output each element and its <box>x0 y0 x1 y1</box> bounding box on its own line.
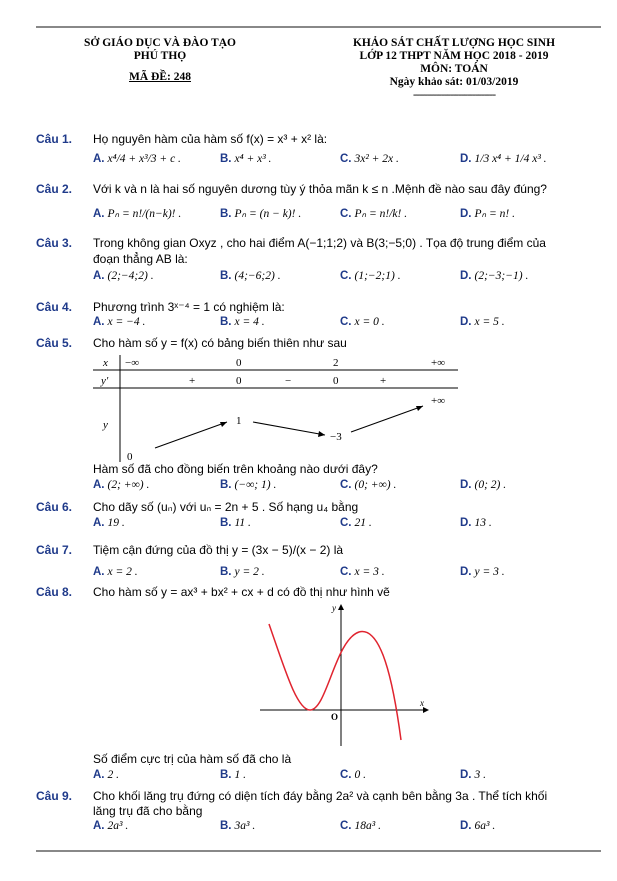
table-x-label: x <box>103 357 108 369</box>
table-y-0: 0 <box>127 451 133 462</box>
question-3-option-d[interactable]: D. (2;−3;−1) . <box>460 270 529 282</box>
table-yp-label: y′ <box>101 375 109 387</box>
department-name: SỞ GIÁO DỤC VÀ ĐÀO TẠO <box>84 37 236 49</box>
question-5-option-a[interactable]: A. (2; +∞) . <box>93 479 150 491</box>
question-4-label: Câu 4. <box>36 300 73 314</box>
table-sign-1: + <box>189 375 196 387</box>
question-5-option-b[interactable]: B. (−∞; 1) . <box>220 479 277 491</box>
question-8-text-line2: Số điểm cực trị của hàm số đã cho là <box>93 752 292 766</box>
table-y-1: 1 <box>236 415 242 427</box>
question-1-option-d[interactable]: D. 1/3 x⁴ + 1/4 x³ . <box>460 153 547 165</box>
question-5-text: Cho hàm số y = f(x) có bảng biến thiên như sau <box>93 336 347 350</box>
question-8-option-a[interactable]: A. 2 . <box>93 769 119 781</box>
table-y-pos-inf: +∞ <box>431 395 446 407</box>
exam-title: KHẢO SÁT CHẤT LƯỢNG HỌC SINH <box>352 37 556 49</box>
table-sign-5: + <box>380 375 387 387</box>
table-x-pos-inf: +∞ <box>431 357 446 369</box>
exam-grade: LỚP 12 THPT NĂM HỌC 2018 - 2019 <box>359 50 549 62</box>
question-4-option-c[interactable]: C. x = 0 . <box>340 316 385 328</box>
top-rule <box>36 26 601 28</box>
question-9-option-b[interactable]: B. 3a³ . <box>220 820 256 832</box>
table-sign-2: 0 <box>236 375 242 387</box>
question-9-text-line2: lăng trụ đã cho bằng <box>93 804 203 818</box>
header-left <box>60 37 260 84</box>
question-5-option-d[interactable]: D. (0; 2) . <box>460 479 507 491</box>
exam-code: MÃ ĐỀ: 248 <box>129 71 191 83</box>
question-9-option-a[interactable]: A. 2a³ . <box>93 820 129 832</box>
question-4-option-b[interactable]: B. x = 4 . <box>220 316 265 328</box>
graph-origin-label: O <box>331 712 339 722</box>
question-5-label: Câu 5. <box>36 336 73 350</box>
question-6-label: Câu 6. <box>36 500 73 514</box>
question-4-option-d[interactable]: D. x = 5 . <box>460 316 505 328</box>
question-6-option-c[interactable]: C. 21 . <box>340 517 372 529</box>
question-3-option-a[interactable]: A. (2;−4;2) . <box>93 270 154 282</box>
question-1-option-c[interactable]: C. 3x² + 2x . <box>340 153 399 165</box>
question-9-option-c[interactable]: C. 18a³ . <box>340 820 381 832</box>
question-2-option-a[interactable]: A. Pₙ = n!/(n−k)! . <box>93 208 182 220</box>
header-dash-line: ----------------------------- <box>412 89 496 101</box>
question-8-option-b[interactable]: B. 1 . <box>220 769 246 781</box>
question-3-option-b[interactable]: B. (4;−6;2) . <box>220 270 281 282</box>
question-1-label: Câu 1. <box>36 132 73 146</box>
graph-x-axis-label: x <box>420 698 424 708</box>
question-2-text: Với k và n là hai số nguyên dương tùy ý thỏa mãn k ≤ n .Mệnh đề nào sau đây đúng? <box>93 182 547 196</box>
exam-subject: MÔN: TOÁN <box>420 63 488 75</box>
question-6-option-b[interactable]: B. 11 . <box>220 517 251 529</box>
question-6-option-a[interactable]: A. 19 . <box>93 517 125 529</box>
question-8-text: Cho hàm số y = ax³ + bx² + cx + d có đồ thị như hình vẽ <box>93 585 390 599</box>
question-4-text: Phương trình 3ˣ⁻⁴ = 1 có nghiệm là: <box>93 300 285 314</box>
question-5-text-line2: Hàm số đã cho đồng biến trên khoảng nào dưới đây? <box>93 462 378 476</box>
question-9-option-d[interactable]: D. 6a³ . <box>460 820 496 832</box>
question-3-option-c[interactable]: C. (1;−2;1) . <box>340 270 401 282</box>
question-7-label: Câu 7. <box>36 543 73 557</box>
question-2-option-c[interactable]: C. Pₙ = n!/k! . <box>340 208 408 220</box>
table-x-0: 0 <box>236 357 242 369</box>
question-7-option-b[interactable]: B. y = 2 . <box>220 566 265 578</box>
table-sign-3: − <box>285 375 292 387</box>
graph-y-axis-label: y <box>332 603 336 613</box>
question-1-option-b[interactable]: B. x⁴ + x³ . <box>220 153 272 165</box>
question-7-option-a[interactable]: A. x = 2 . <box>93 566 138 578</box>
cubic-graph <box>255 600 435 750</box>
question-8-label: Câu 8. <box>36 585 73 599</box>
question-2-option-b[interactable]: B. Pₙ = (n − k)! . <box>220 208 302 220</box>
question-8-option-c[interactable]: C. 0 . <box>340 769 366 781</box>
question-7-text: Tiệm cận đứng của đồ thị y = (3x − 5)/(x − 2) là <box>93 543 344 557</box>
cubic-curve <box>269 624 401 740</box>
table-y-label: y <box>103 419 108 431</box>
question-8-option-d[interactable]: D. 3 . <box>460 769 486 781</box>
table-x-2: 2 <box>333 357 339 369</box>
table-x-neg-inf: −∞ <box>125 357 140 369</box>
question-6-option-d[interactable]: D. 13 . <box>460 517 492 529</box>
question-5-option-c[interactable]: C. (0; +∞) . <box>340 479 397 491</box>
question-9-label: Câu 9. <box>36 789 73 803</box>
province-name: PHÚ THỌ <box>133 50 187 62</box>
table-y-neg3: −3 <box>330 431 342 443</box>
variation-table <box>93 352 458 462</box>
question-1-text: Họ nguyên hàm của hàm số f(x) = x³ + x² là: <box>93 132 328 146</box>
question-6-text: Cho dãy số (uₙ) với uₙ = 2n + 5 . Số hạng u₄ bằng <box>93 500 359 514</box>
question-7-option-c[interactable]: C. x = 3 . <box>340 566 385 578</box>
question-3-label: Câu 3. <box>36 236 73 250</box>
question-2-option-d[interactable]: D. Pₙ = n! . <box>460 208 515 220</box>
question-9-text: Cho khối lăng trụ đứng có diện tích đáy bằng 2a² và cạnh bên bằng 3a . Thể tích khối <box>93 789 548 803</box>
question-2-label: Câu 2. <box>36 182 73 196</box>
table-sign-4: 0 <box>333 375 339 387</box>
question-3-text: Trong không gian Oxyz , cho hai điểm A(−1;1;2) và B(3;−5;0) . Tọa độ trung điểm của <box>93 236 546 250</box>
bottom-rule <box>36 850 601 852</box>
header-right <box>318 37 590 102</box>
question-4-option-a[interactable]: A. x = −4 . <box>93 316 146 328</box>
question-3-text-line2: đoạn thẳng AB là: <box>93 252 188 266</box>
exam-date: Ngày khảo sát: 01/03/2019 <box>389 76 519 88</box>
question-1-option-a[interactable]: A. x⁴/4 + x³/3 + c . <box>93 153 181 165</box>
question-7-option-d[interactable]: D. y = 3 . <box>460 566 505 578</box>
